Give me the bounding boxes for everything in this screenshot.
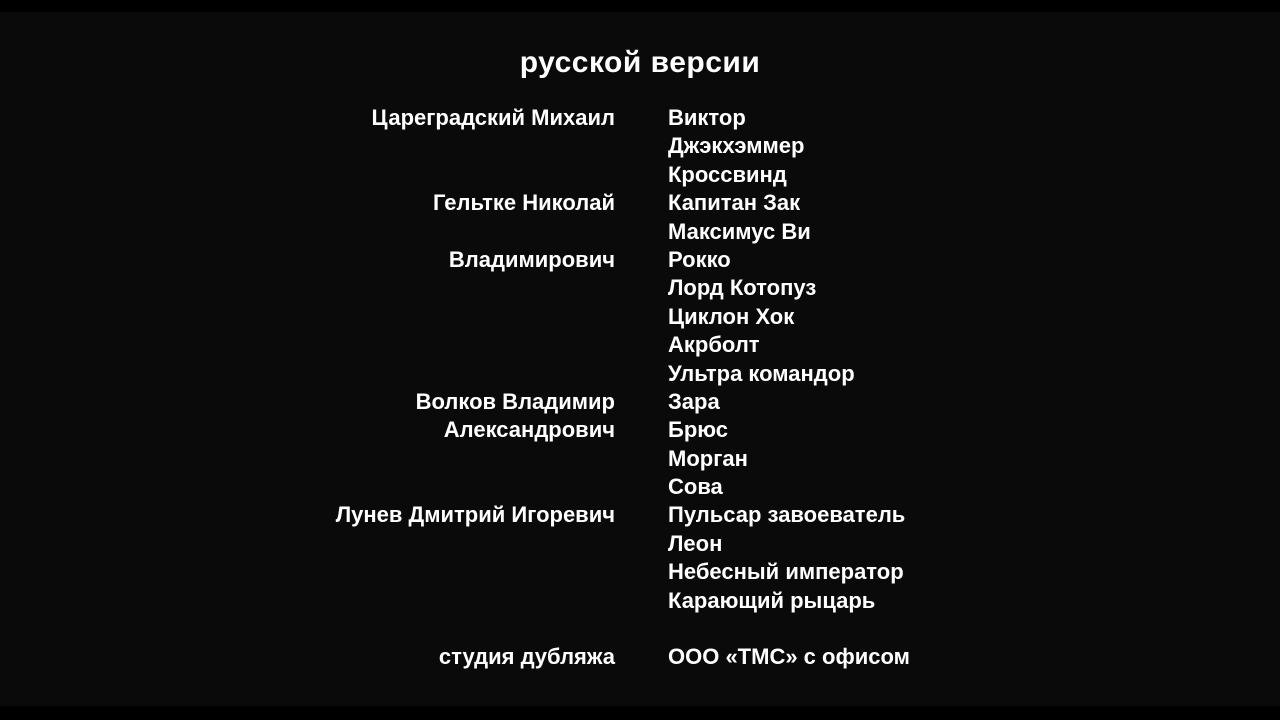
- character-name: Джэкхэммер: [668, 133, 805, 159]
- studio-row: [0, 643, 1280, 671]
- character-name: Ультра командор: [668, 360, 855, 386]
- actor-name: [0, 360, 615, 388]
- character-name: Кроссвинд: [668, 161, 787, 187]
- credit-row: [0, 161, 1280, 189]
- character-name: Небесный император: [668, 559, 904, 585]
- actor-name: Владимирович: [448, 246, 615, 272]
- credit-row: [0, 501, 1280, 529]
- credit-row: [0, 388, 1280, 416]
- credit-row: [0, 189, 1280, 217]
- studio-label: студия дубляжа: [438, 644, 615, 669]
- character-name: Лорд Котопуз: [668, 275, 817, 301]
- character-name: Брюс: [668, 417, 728, 443]
- credit-row: [0, 587, 1280, 615]
- character-name: Зара: [668, 388, 720, 414]
- actor-name: Александрович: [443, 417, 615, 443]
- character-name: Циклон Хок: [668, 303, 795, 329]
- character-name: Карающий рыцарь: [668, 587, 876, 613]
- character-name: Сова: [668, 474, 723, 500]
- studio-value: ООО «ТМС» с офисом: [668, 644, 910, 669]
- actor-name: Гельтке Николай: [432, 190, 615, 216]
- credit-row: [0, 473, 1280, 501]
- character-name: Капитан Зак: [668, 190, 801, 216]
- letterbox-top: [0, 0, 1280, 12]
- actor-name: [0, 274, 615, 302]
- character-name: Морган: [668, 445, 748, 471]
- credit-row: [0, 303, 1280, 331]
- character-name: Виктор: [668, 105, 746, 130]
- credits-title: русской версии: [519, 46, 761, 79]
- actor-name: [0, 587, 615, 615]
- actor-name: [0, 473, 615, 501]
- actor-name: [0, 331, 615, 359]
- actor-name: [0, 303, 615, 331]
- credit-row: [0, 445, 1280, 473]
- credit-row: [0, 218, 1280, 246]
- actor-name: [0, 218, 615, 246]
- actor-name: [0, 558, 615, 586]
- actor-name: Лунев Дмитрий Игоревич: [335, 502, 615, 528]
- actor-name: [0, 445, 615, 473]
- character-name: Рокко: [668, 246, 731, 272]
- character-name: Леон: [668, 530, 723, 556]
- letterbox-bottom: [0, 706, 1280, 720]
- credit-row: [0, 331, 1280, 359]
- credit-row: [0, 246, 1280, 274]
- character-name: Пульсар завоеватель: [668, 502, 906, 528]
- actor-name: [0, 530, 615, 558]
- actor-name: [0, 132, 615, 160]
- actor-name: Волков Владимир: [415, 388, 615, 414]
- credit-row: [0, 530, 1280, 558]
- credit-row: [0, 416, 1280, 444]
- credit-row: [0, 104, 1280, 132]
- actor-name: [0, 161, 615, 189]
- credit-row: [0, 558, 1280, 586]
- credits-list: [0, 104, 1280, 615]
- character-name: Максимус Ви: [668, 218, 811, 244]
- character-name: Акрболт: [668, 332, 760, 358]
- credit-row: [0, 132, 1280, 160]
- actor-name: Цареградский Михаил: [371, 105, 615, 130]
- credit-row: [0, 360, 1280, 388]
- credit-row: [0, 274, 1280, 302]
